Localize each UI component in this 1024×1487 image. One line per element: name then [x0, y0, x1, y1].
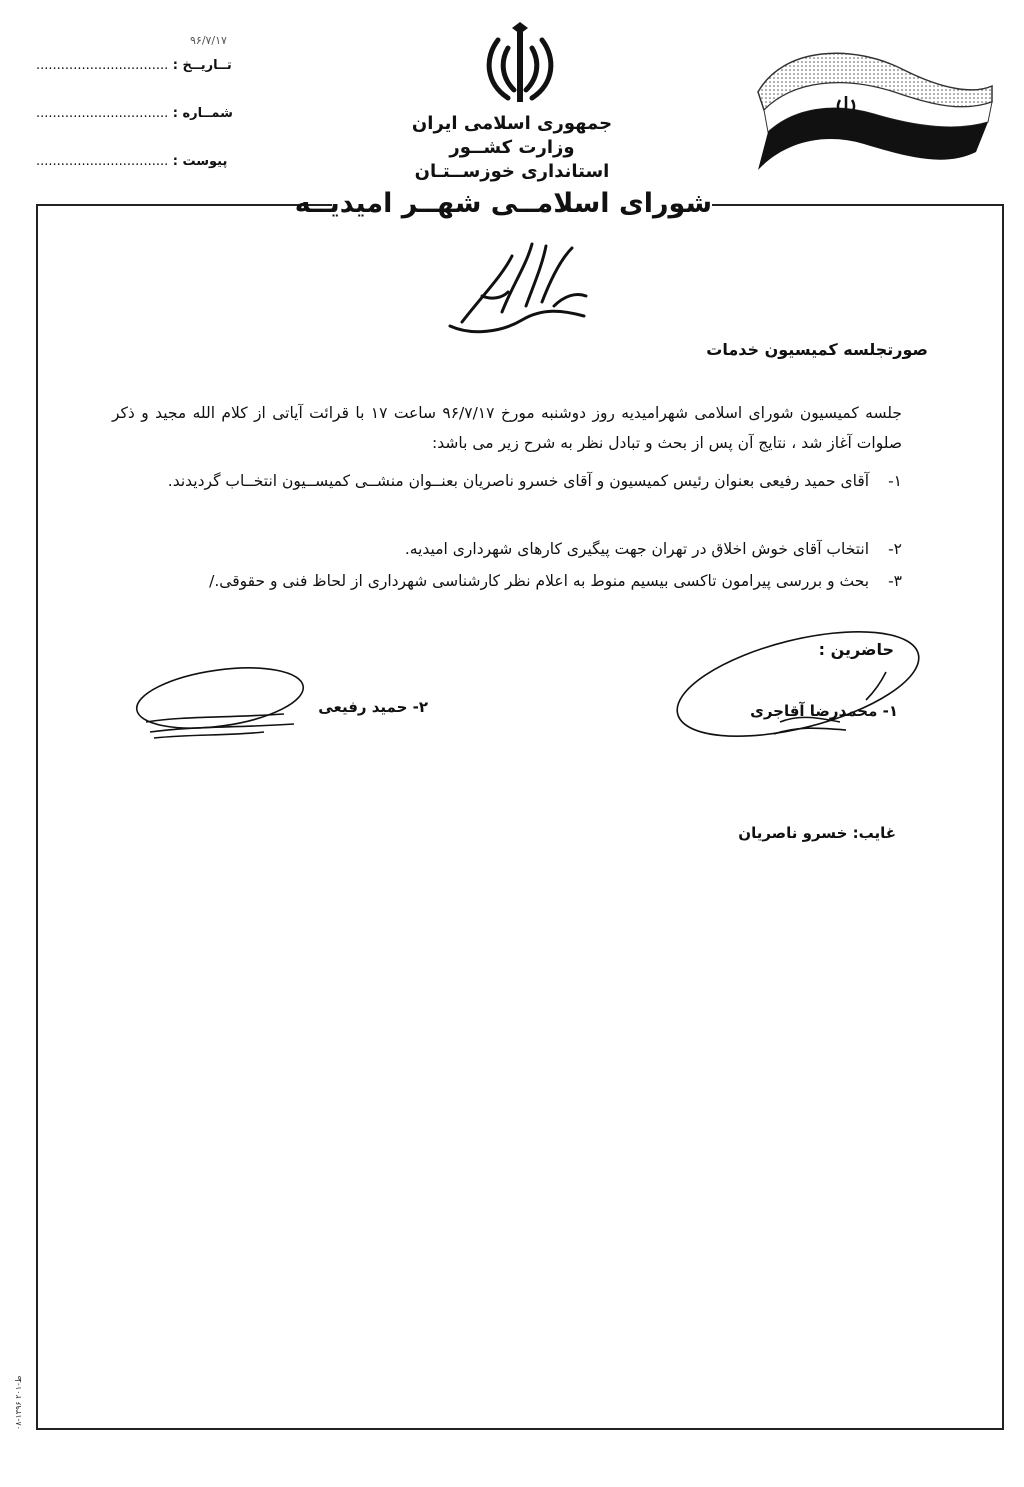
attendees-label: حاضرین :: [818, 640, 894, 659]
number-dots: ................................: [36, 106, 169, 121]
document-frame: [36, 204, 1004, 1430]
item-text: آقای حمید رفیعی بعنوان رئیس کمیسیون و آقای خسرو ناصریان بعنــوان منشــی کمیســیون انتخــاب گردیدند.: [167, 472, 870, 490]
item-number: ۱-: [888, 472, 902, 490]
date-label: تــاریــخ :: [172, 58, 232, 73]
attachment-dots: ................................: [36, 154, 169, 169]
council-title: شورای اسلامــی شهــر امیدیــه: [294, 188, 712, 219]
item-text: انتخاب آقای خوش اخلاق در تهران جهت پیگیری کارهای شهرداری امیدیه.: [404, 540, 870, 558]
government-header: [392, 112, 632, 184]
intro-paragraph: جلسه کمیسیون شورای اسلامی شهرامیدیه روز دوشنبه مورخ ۹۶/۷/۱۷ ساعت ۱۷ با قرائت آیاتی از کلام الله مجید و ذکر صلوات آغاز شد ، نتایج آن پس از بحث و تبادل نظر به شرح زیر می باشد:: [112, 404, 902, 452]
absent-label: غایب:: [852, 824, 896, 842]
gov-line-ministry: وزارت کشــور: [449, 137, 575, 158]
gov-line-governorate: استانداری خوزســتـان: [414, 161, 610, 182]
item-number: ۳-: [888, 572, 902, 590]
basmala-calligraphy: [442, 236, 592, 340]
iran-emblem-icon: [478, 18, 562, 108]
item-number: ۲-: [888, 540, 902, 558]
signature-member2: [134, 656, 310, 746]
number-field: [36, 106, 233, 121]
absent-line: [738, 824, 896, 842]
form-code: ط-۲۰۱ ۱۳۹۶-۰۸: [14, 1375, 23, 1430]
member1-name: ۱- محمدرضا آقاجری: [750, 702, 898, 720]
subject-title: صورتجلسه کمیسیون خدمات: [706, 340, 928, 359]
attachment-label: پیوست :: [172, 154, 228, 169]
list-item: [112, 566, 902, 596]
date-handwritten: ۹۶/۷/۱۷: [190, 34, 227, 47]
number-label: شمــاره :: [172, 106, 233, 121]
date-field: [36, 58, 232, 73]
member2-name: ۲- حمید رفیعی: [318, 698, 428, 716]
list-item: [112, 466, 902, 496]
attachment-field: [36, 154, 227, 169]
gov-line-republic: جمهوری اسلامی ایران: [411, 113, 613, 134]
signature-member1: [670, 622, 930, 752]
list-item: [112, 534, 902, 564]
date-dots: ................................: [36, 58, 169, 73]
absent-name: خسرو ناصریان: [738, 824, 848, 842]
iran-flag-icon: [744, 40, 996, 180]
item-text: بحث و بررسی پیرامون تاکسی بیسیم منوط به اعلام نظر کارشناسی شهرداری از لحاظ فنی و حقوقی./: [209, 572, 870, 590]
